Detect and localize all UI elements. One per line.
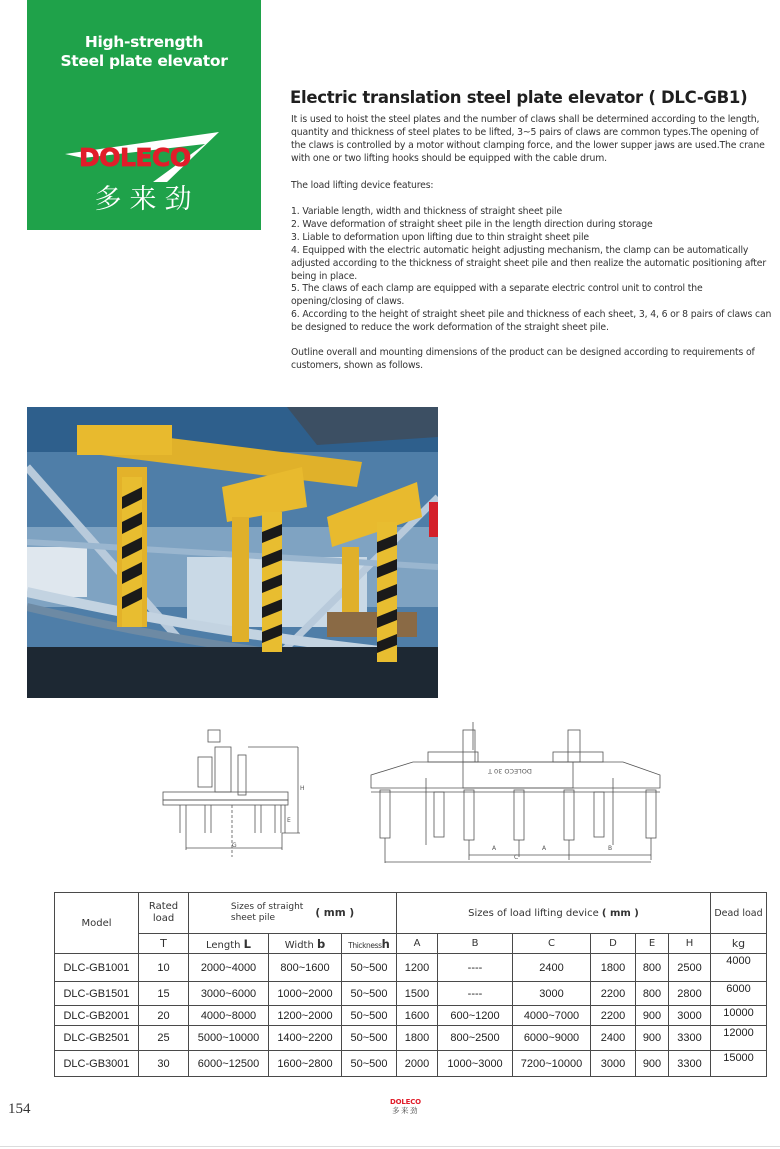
- subheader-d: D: [591, 934, 636, 954]
- cell-e: 800: [636, 982, 669, 1006]
- cell-h: 3000: [669, 1006, 711, 1026]
- dim-label-h: H: [300, 785, 305, 792]
- width-symbol: b: [317, 936, 326, 951]
- dim-label-b: B: [608, 845, 613, 852]
- cell-model: DLC-GB3001: [55, 1051, 139, 1077]
- header-sheet-pile-group: [189, 893, 397, 934]
- cell-load: 25: [139, 1026, 189, 1051]
- features-title: The load lifting device features:: [291, 180, 434, 191]
- category-title: [27, 33, 261, 71]
- cell-dead-load: 10000: [711, 1006, 767, 1026]
- subheader-e: E: [636, 934, 669, 954]
- cell-a: 1200: [397, 954, 438, 982]
- cell-length: 5000~10000: [189, 1026, 269, 1051]
- cell-width: 1200~2000: [269, 1006, 342, 1026]
- table-row: [55, 1051, 767, 1077]
- cell-load: 20: [139, 1006, 189, 1026]
- subheader-a: A: [397, 934, 438, 954]
- outline-note: Outline overall and mounting dimensions of the product can be designed according to requirements of customers, shown as follows.: [291, 347, 755, 371]
- subheader-thickness: [342, 934, 397, 954]
- feature-item: 1. Variable length, width and thickness of straight sheet pile: [291, 206, 563, 217]
- cell-width: 1600~2800: [269, 1051, 342, 1077]
- cell-thickness: 50~500: [342, 1006, 397, 1026]
- cell-h: 2800: [669, 982, 711, 1006]
- cell-width: 1400~2200: [269, 1026, 342, 1051]
- cell-c: 7200~10000: [513, 1051, 591, 1077]
- side-view-drawing: [160, 725, 305, 860]
- cell-d: 2400: [591, 1026, 636, 1051]
- cell-length: 2000~4000: [189, 954, 269, 982]
- subheader-rated-load-unit: T: [139, 934, 189, 954]
- cell-length: 6000~12500: [189, 1051, 269, 1077]
- cell-thickness: 50~500: [342, 954, 397, 982]
- cell-h: 2500: [669, 954, 711, 982]
- cell-dead-load: 15000: [711, 1051, 767, 1077]
- feature-item: 4. Equipped with the electric automatic height adjusting mechanism, the clamp can be automatically adjusted according to the thickness of straight sheet pile and then realize the automatic positioning after being in place.: [291, 244, 767, 282]
- cell-a: 1800: [397, 1026, 438, 1051]
- device-group-unit: ( mm ): [601, 907, 639, 919]
- brand-chinese-name: 多来劲: [94, 184, 200, 215]
- feature-item: 2. Wave deformation of straight sheet pile in the length direction during storage: [291, 218, 653, 230]
- table-row: [55, 982, 767, 1006]
- cell-dead-load: 12000: [711, 1026, 767, 1051]
- category-title-line2: Steel plate elevator: [60, 52, 228, 70]
- dim-label-a1: A: [492, 845, 497, 852]
- cell-a: 2000: [397, 1051, 438, 1077]
- product-intro: It is used to hoist the steel plates and the number of claws shall be determined according to the length, quantity and thickness of steel plates to be lifted, 3~5 pairs of claws are common types.The opening of the claws is controlled by a motor without clamping force, and the lower supper jaws are used.The crane with one or two lifting hooks should be equipped with the cable drum.: [291, 114, 765, 164]
- product-title: Electric translation steel plate elevator ( DLC-GB1): [290, 88, 748, 107]
- footer-brand-cn: 多来劲: [391, 1106, 419, 1115]
- cell-a: 1500: [397, 982, 438, 1006]
- beam-label: DOLECO 30 T: [488, 767, 532, 775]
- front-view-drawing: [368, 720, 663, 865]
- cell-dead-load: 4000: [711, 954, 767, 982]
- spec-table: [54, 892, 767, 1077]
- category-banner: [27, 0, 261, 230]
- cell-a: 1600: [397, 1006, 438, 1026]
- cell-thickness: 50~500: [342, 982, 397, 1006]
- photo-illustration: [27, 407, 438, 698]
- subheader-c: C: [513, 934, 591, 954]
- thickness-symbol: h: [381, 936, 390, 951]
- cell-thickness: 50~500: [342, 1026, 397, 1051]
- cell-model: DLC-GB1501: [55, 982, 139, 1006]
- cell-load: 30: [139, 1051, 189, 1077]
- cell-d: 2200: [591, 1006, 636, 1026]
- subheader-b: B: [438, 934, 513, 954]
- cell-d: 1800: [591, 954, 636, 982]
- cell-c: 6000~9000: [513, 1026, 591, 1051]
- cell-load: 15: [139, 982, 189, 1006]
- cell-d: 2200: [591, 982, 636, 1006]
- table-row: [55, 1006, 767, 1026]
- cell-model: DLC-GB2501: [55, 1026, 139, 1051]
- device-group-label: Sizes of load lifting device: [468, 907, 599, 919]
- footer-brand: DOLECO: [390, 1098, 421, 1106]
- cell-e: 900: [636, 1051, 669, 1077]
- feature-item: 3. Liable to deformation upon lifting due to thin straight sheet pile: [291, 231, 589, 243]
- sheet-pile-group-line1: Sizes of straight: [230, 902, 304, 912]
- feature-item: 6. According to the height of straight sheet pile and thickness of each sheet, 3, 4, 6 or 8 pairs of claws can be designed to reduce the work deformation of the straight sheet pile.: [291, 309, 772, 334]
- cell-e: 800: [636, 954, 669, 982]
- subheader-h: H: [669, 934, 711, 954]
- table-subheader-row: [55, 934, 767, 954]
- cell-e: 900: [636, 1026, 669, 1051]
- cell-width: 800~1600: [269, 954, 342, 982]
- table-header-row: [55, 893, 767, 934]
- doleco-logo: [65, 132, 221, 182]
- cell-dead-load: 6000: [711, 982, 767, 1006]
- length-symbol: L: [243, 936, 251, 951]
- dim-label-e: E: [287, 817, 291, 824]
- width-label: Width: [284, 939, 314, 951]
- cell-load: 10: [139, 954, 189, 982]
- cell-length: 4000~8000: [189, 1006, 269, 1026]
- cell-e: 900: [636, 1006, 669, 1026]
- footer-logo: [390, 1098, 421, 1116]
- dim-label-a2: A: [542, 845, 547, 852]
- length-label: Length: [205, 939, 241, 951]
- cell-thickness: 50~500: [342, 1051, 397, 1077]
- subheader-dead-load-unit: kg: [711, 934, 767, 954]
- header-dead-load: Dead load: [711, 893, 767, 934]
- cell-model: DLC-GB2001: [55, 1006, 139, 1026]
- header-model: Model: [55, 893, 139, 954]
- category-title-line1: High-strength: [84, 33, 204, 51]
- cell-length: 3000~6000: [189, 982, 269, 1006]
- cell-b: 1000~3000: [438, 1051, 513, 1077]
- sheet-pile-unit: ( mm ): [315, 907, 355, 919]
- subheader-length: [189, 934, 269, 954]
- cell-model: DLC-GB1001: [55, 954, 139, 982]
- header-rated-load: Rated load: [139, 893, 189, 934]
- sheet-pile-group-line2: sheet pile: [230, 913, 275, 923]
- features-list: [291, 206, 773, 335]
- logo-brand-text: DOLECO: [79, 143, 191, 172]
- dim-label-c: C: [514, 854, 519, 861]
- table-row: [55, 954, 767, 982]
- table-row: [55, 1026, 767, 1051]
- subheader-width: [269, 934, 342, 954]
- cell-h: 3300: [669, 1026, 711, 1051]
- cell-b: 800~2500: [438, 1026, 513, 1051]
- cell-h: 3300: [669, 1051, 711, 1077]
- feature-item: 5. The claws of each clamp are equipped with a separate electric control unit to control the opening/closing of claws.: [291, 283, 703, 308]
- cell-b: 600~1200: [438, 1006, 513, 1026]
- cell-width: 1000~2000: [269, 982, 342, 1006]
- cell-b: ----: [438, 954, 513, 982]
- bottom-divider: [0, 1146, 780, 1147]
- dim-label-g: G: [232, 842, 237, 849]
- product-photo: [27, 407, 438, 698]
- page-number: 154: [8, 1101, 31, 1117]
- cell-c: 3000: [513, 982, 591, 1006]
- cell-b: ----: [438, 982, 513, 1006]
- cell-c: 4000~7000: [513, 1006, 591, 1026]
- header-device-group: [397, 893, 711, 934]
- thickness-label: Thickness: [348, 940, 382, 950]
- cell-d: 3000: [591, 1051, 636, 1077]
- cell-c: 2400: [513, 954, 591, 982]
